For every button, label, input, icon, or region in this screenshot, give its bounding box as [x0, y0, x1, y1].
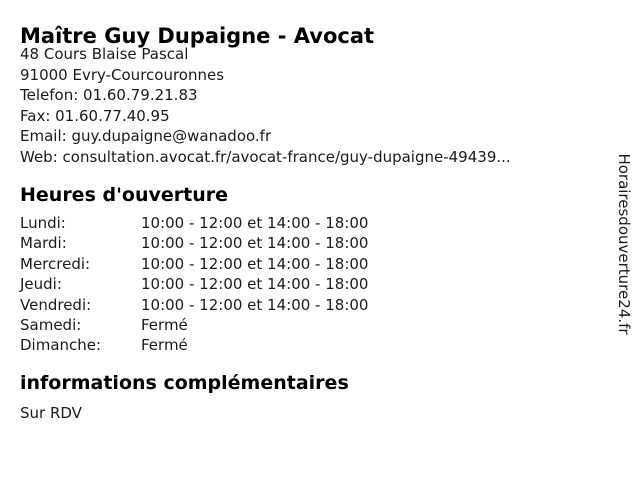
hours-day-label: Dimanche: — [20, 336, 102, 355]
hours-row-sunday — [20, 335, 368, 355]
hours-row-wednesday — [20, 254, 368, 274]
additional-info-heading: informations complémentaires — [20, 372, 349, 394]
additional-info-text: Sur RDV — [20, 404, 82, 422]
hours-times-value: Fermé — [141, 336, 188, 355]
fax-line: Fax: 01.60.77.40.95 — [20, 106, 170, 125]
hours-row-saturday — [20, 315, 368, 335]
hours-day-label: Jeudi: — [20, 275, 62, 294]
page-title: Maître Guy Dupaigne - Avocat — [20, 24, 375, 49]
hours-day-label: Mercredi: — [20, 254, 91, 273]
opening-hours-heading: Heures d'ouverture — [20, 184, 228, 206]
site-watermark: Horairesdouverture24.fr — [615, 153, 633, 335]
phone-line: Telefon: 01.60.79.21.83 — [20, 86, 198, 104]
hours-row-thursday — [20, 274, 368, 294]
contact-block — [20, 44, 612, 167]
opening-hours-table — [20, 213, 368, 356]
hours-day-label: Samedi: — [20, 316, 82, 335]
hours-times-value: 10:00 - 12:00 et 14:00 - 18:00 — [141, 254, 369, 273]
hours-times-value: 10:00 - 12:00 et 14:00 - 18:00 — [141, 275, 369, 294]
hours-times-value: 10:00 - 12:00 et 14:00 - 18:00 — [141, 234, 369, 253]
address-street: 48 Cours Blaise Pascal — [20, 45, 189, 63]
hours-times-value: Fermé — [141, 316, 188, 335]
hours-day-label: Mardi: — [20, 234, 67, 253]
email-line: Email: guy.dupaigne@wanadoo.fr — [20, 127, 272, 145]
hours-row-monday — [20, 213, 368, 233]
hours-times-value: 10:00 - 12:00 et 14:00 - 18:00 — [141, 295, 369, 314]
hours-times-value: 10:00 - 12:00 et 14:00 - 18:00 — [141, 214, 369, 232]
web-line: Web: consultation.avocat.fr/avocat-france/guy-dupaigne-49439... — [20, 147, 511, 166]
address-city: 91000 Evry-Courcouronnes — [20, 65, 225, 84]
hours-day-label: Vendredi: — [20, 295, 92, 314]
hours-day-label: Lundi: — [20, 214, 66, 232]
hours-row-friday — [20, 295, 368, 315]
hours-row-tuesday — [20, 233, 368, 253]
